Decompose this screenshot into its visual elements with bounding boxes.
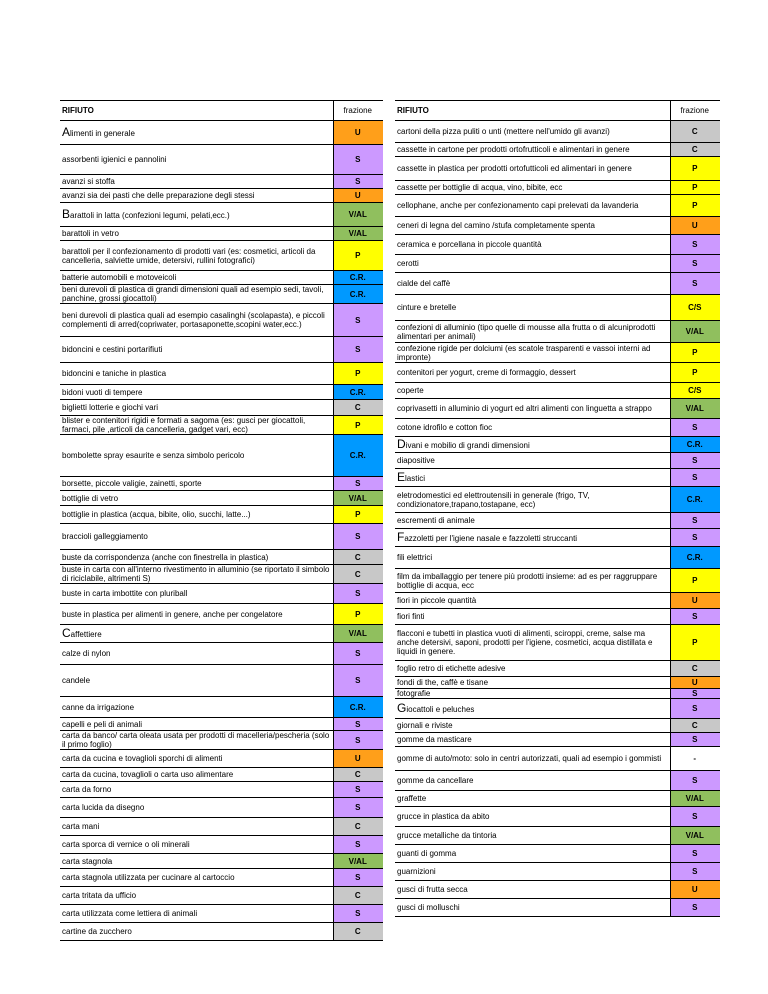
fraction-code: C: [670, 719, 720, 733]
waste-name: eletrodomestici ed elettroutensili in generale (frigo, TV, condizionatore,trapano,tostapane, ecc): [395, 487, 670, 513]
table-row: [395, 343, 720, 363]
fraction-code: U: [333, 121, 383, 145]
right-waste-table: [395, 100, 720, 917]
waste-name: bidoncini e cestini portarifiuti: [60, 337, 333, 363]
table-row: [395, 195, 720, 217]
fraction-code: S: [670, 733, 720, 747]
waste-name: bidoncini e taniche in plastica: [60, 363, 333, 385]
table-row: [395, 363, 720, 383]
table-row: [395, 807, 720, 827]
fraction-code: C.R.: [333, 697, 383, 718]
waste-name: [60, 625, 333, 643]
waste-name-rest: iocattoli e peluches: [406, 704, 475, 714]
fraction-code: S: [670, 419, 720, 437]
waste-name: giornali e riviste: [395, 719, 670, 733]
initial-letter: C: [62, 625, 71, 640]
waste-name: [395, 437, 670, 453]
table-row: [395, 487, 720, 513]
fraction-code: C/S: [670, 295, 720, 321]
table-row: [60, 905, 383, 923]
header-name: RIFIUTO: [60, 101, 333, 121]
table-row: [395, 529, 720, 547]
table-row: [395, 273, 720, 295]
table-row: [60, 731, 383, 750]
fraction-code: S: [333, 584, 383, 604]
waste-name: [60, 121, 333, 145]
fraction-code: C.R.: [670, 487, 720, 513]
table-row: [395, 217, 720, 235]
waste-name: bottiglie di vetro: [60, 491, 333, 506]
fraction-code: S: [670, 235, 720, 255]
waste-name: calze di nylon: [60, 643, 333, 665]
waste-name: braccioli galleggiamento: [60, 524, 333, 550]
table-row: [60, 887, 383, 905]
waste-name: gomme da cancellare: [395, 771, 670, 791]
table-row: [395, 625, 720, 661]
table-row: [395, 747, 720, 771]
initial-letter: B: [62, 206, 71, 221]
table-row: [60, 798, 383, 818]
fraction-code: S: [670, 529, 720, 547]
waste-name: candele: [60, 665, 333, 697]
waste-name: diapositive: [395, 453, 670, 469]
fraction-code: V/AL: [670, 791, 720, 807]
table-row: [395, 733, 720, 747]
waste-name: cotone idrofilo e cotton fioc: [395, 419, 670, 437]
table-row: [60, 189, 383, 203]
fraction-code: P: [333, 416, 383, 435]
fraction-code: S: [670, 807, 720, 827]
table-row: [60, 869, 383, 887]
fraction-code: S: [333, 869, 383, 887]
fraction-code: C.R.: [333, 435, 383, 477]
waste-name: guanti di gomma: [395, 845, 670, 863]
fraction-code: S: [670, 863, 720, 881]
fraction-code: V/AL: [333, 203, 383, 227]
fraction-code: C.R.: [670, 437, 720, 453]
table-row: [60, 643, 383, 665]
waste-name: cartoni della pizza puliti o unti (mettere nell'umido gli avanzi): [395, 121, 670, 143]
fraction-code: P: [670, 181, 720, 195]
fraction-code: U: [670, 677, 720, 689]
waste-name: ceneri di legna del camino /stufa completamente spenta: [395, 217, 670, 235]
table-row: [395, 157, 720, 181]
table-row: [60, 121, 383, 145]
table-row: [60, 718, 383, 731]
table-row: [395, 453, 720, 469]
fraction-code: S: [670, 609, 720, 625]
waste-name: fondi di the, caffè e tisane: [395, 677, 670, 689]
table-row: [395, 469, 720, 487]
table-row: [395, 689, 720, 699]
table-row: [60, 750, 383, 768]
waste-name: grucce in plastica da abito: [395, 807, 670, 827]
fraction-code: P: [670, 195, 720, 217]
waste-name: gomme da masticare: [395, 733, 670, 747]
fraction-code: P: [670, 625, 720, 661]
table-row: [60, 584, 383, 604]
table-row: [395, 791, 720, 807]
waste-name-rest: lastici: [405, 473, 426, 483]
waste-name: [395, 699, 670, 719]
waste-name: carta da banco/ carta oleata usata per prodotti di macelleria/pescheria (solo il primo foglio): [60, 731, 333, 750]
fraction-code: C.R.: [333, 271, 383, 285]
table-row: [60, 836, 383, 854]
table-row: [395, 593, 720, 609]
waste-name: cellophane, anche per confezionamento capi prelevati da lavanderia: [395, 195, 670, 217]
initial-letter: F: [397, 529, 405, 544]
fraction-code: S: [333, 643, 383, 665]
table-row: [60, 550, 383, 565]
table-row: [60, 175, 383, 189]
waste-name: cinture e bretelle: [395, 295, 670, 321]
waste-name: fili elettrici: [395, 547, 670, 569]
fraction-code: S: [333, 718, 383, 731]
fraction-code: C: [333, 565, 383, 584]
waste-name-rest: azzoletti per l'igiene nasale e fazzoletti struccanti: [404, 533, 578, 543]
waste-name: buste in carta imbottite con pluriball: [60, 584, 333, 604]
fraction-code: S: [333, 304, 383, 337]
fraction-code: -: [670, 747, 720, 771]
table-row: [395, 295, 720, 321]
left-waste-table: [60, 100, 383, 941]
waste-name: buste in plastica per alimenti in genere, anche per congelatore: [60, 604, 333, 625]
waste-name: fotografie: [395, 689, 670, 699]
fraction-code: C: [670, 143, 720, 157]
fraction-code: S: [333, 782, 383, 798]
waste-name: borsette, piccole valigie, zainetti, sporte: [60, 477, 333, 491]
waste-name: guarnizioni: [395, 863, 670, 881]
waste-name: carta stagnola utilizzata per cucinare al cartoccio: [60, 869, 333, 887]
waste-name: film da imballaggio per tenere più prodotti insieme: ad es per raggruppare bottiglie di acqua, ecc: [395, 569, 670, 593]
table-row: [60, 435, 383, 477]
waste-name: cartine da zucchero: [60, 923, 333, 941]
fraction-code: P: [333, 506, 383, 524]
fraction-code: S: [670, 771, 720, 791]
waste-name-rest: limenti in generale: [70, 128, 135, 138]
fraction-code: U: [333, 750, 383, 768]
table-row: [60, 271, 383, 285]
table-row: [395, 899, 720, 917]
fraction-code: P: [670, 569, 720, 593]
table-row: [60, 285, 383, 304]
initial-letter: D: [397, 436, 406, 451]
fraction-code: C.R.: [333, 385, 383, 400]
waste-name: foglio retro di etichette adesive: [395, 661, 670, 677]
fraction-code: C: [333, 923, 383, 941]
waste-name: [395, 469, 670, 487]
waste-name: bottiglie in plastica (acqua, bibite, olio, succhi, latte...): [60, 506, 333, 524]
table-row: [395, 181, 720, 195]
fraction-code: S: [333, 477, 383, 491]
fraction-code: S: [333, 905, 383, 923]
table-row: [60, 241, 383, 271]
fraction-code: C: [333, 768, 383, 782]
table-row: [60, 854, 383, 869]
table-row: [60, 416, 383, 435]
fraction-code: S: [670, 469, 720, 487]
fraction-code: U: [670, 593, 720, 609]
waste-name: beni durevoli di plastica di grandi dimensioni quali ad esempio sedi, tavoli, panchine, grossi giocattoli): [60, 285, 333, 304]
waste-name: buste in carta con all'interno rivestimento in alluminio (se riportato il simbolo di riciclabile, altrimenti S): [60, 565, 333, 584]
table-row: [60, 697, 383, 718]
table-row: [60, 768, 383, 782]
fraction-code: P: [333, 604, 383, 625]
table-row: [60, 818, 383, 836]
left-table-body: [60, 101, 383, 941]
table-row: [60, 506, 383, 524]
waste-name: cialde del caffè: [395, 273, 670, 295]
waste-name: carta utilizzata come lettiera di animali: [60, 905, 333, 923]
waste-name: carta mani: [60, 818, 333, 836]
table-row: [60, 665, 383, 697]
waste-name: confezioni di alluminio (tipo quelle di mousse alla frutta o di alcuniprodotti alimentari per animali): [395, 321, 670, 343]
fraction-code: S: [333, 798, 383, 818]
waste-name: buste da corrispondenza (anche con finestrella in plastica): [60, 550, 333, 565]
fraction-code: C: [333, 550, 383, 565]
table-row: [60, 491, 383, 506]
header-fraction: frazione: [670, 101, 720, 121]
right-table-body: [395, 101, 720, 917]
fraction-code: P: [333, 363, 383, 385]
table-row: [395, 771, 720, 791]
table-row: [60, 363, 383, 385]
fraction-code: S: [333, 836, 383, 854]
waste-name: fiori in piccole quantità: [395, 593, 670, 609]
fraction-code: P: [670, 157, 720, 181]
waste-name: assorbenti igienici e pannolini: [60, 145, 333, 175]
initial-letter: G: [397, 700, 407, 715]
waste-name-rest: arattoli in latta (confezioni legumi, pelati,ecc.): [70, 210, 230, 220]
table-row: [60, 304, 383, 337]
waste-name: carta stagnola: [60, 854, 333, 869]
table-row: [395, 845, 720, 863]
table-row: [60, 782, 383, 798]
table-row: [395, 827, 720, 845]
waste-name: barattoli per il confezionamento di prodotti vari (es: cosmetici, articoli da cancelleria, salviette umide, detersivi, rullini fotografici): [60, 241, 333, 271]
waste-name: cassette per bottiglie di acqua, vino, bibite, ecc: [395, 181, 670, 195]
waste-name: [395, 529, 670, 547]
fraction-code: V/AL: [333, 854, 383, 869]
waste-name: biglietti lotterie e giochi vari: [60, 400, 333, 416]
waste-name: cassette in plastica per prodotti ortofutticoli ed alimentari in genere: [395, 157, 670, 181]
fraction-code: V/AL: [333, 491, 383, 506]
table-header: [60, 101, 383, 121]
header-fraction: frazione: [333, 101, 383, 121]
table-row: [395, 863, 720, 881]
table-row: [395, 235, 720, 255]
fraction-code: S: [670, 689, 720, 699]
waste-name: ceramica e porcellana in piccole quantità: [395, 235, 670, 255]
fraction-code: S: [333, 731, 383, 750]
table-row: [395, 383, 720, 399]
waste-name: beni durevoli di plastica quali ad esempio casalinghi (scolapasta), e piccoli complementi di arred(copriwater, portasaponette,scopini water,ecc.): [60, 304, 333, 337]
waste-name: canne da irrigazione: [60, 697, 333, 718]
table-row: [395, 255, 720, 273]
table-row: [395, 699, 720, 719]
fraction-code: C: [670, 661, 720, 677]
table-row: [395, 419, 720, 437]
table-row: [60, 625, 383, 643]
fraction-code: V/AL: [333, 227, 383, 241]
waste-name: [60, 203, 333, 227]
fraction-code: U: [670, 217, 720, 235]
waste-name: gomme di auto/moto: solo in centri autorizzati, quali ad esempio i gommisti: [395, 747, 670, 771]
fraction-code: S: [333, 175, 383, 189]
fraction-code: U: [670, 881, 720, 899]
waste-name: coprivasetti in alluminio di yogurt ed altri alimenti con linguetta a strappo: [395, 399, 670, 419]
table-row: [60, 400, 383, 416]
table-row: [395, 143, 720, 157]
table-row: [60, 565, 383, 584]
waste-name: carta lucida da disegno: [60, 798, 333, 818]
fraction-code: S: [670, 453, 720, 469]
table-row: [395, 609, 720, 625]
table-row: [395, 661, 720, 677]
table-row: [395, 677, 720, 689]
waste-name: barattoli in vetro: [60, 227, 333, 241]
initial-letter: A: [62, 124, 71, 139]
waste-name: escrementi di animale: [395, 513, 670, 529]
waste-name: capelli e peli di animali: [60, 718, 333, 731]
fraction-code: V/AL: [333, 625, 383, 643]
table-row: [395, 569, 720, 593]
table-row: [395, 719, 720, 733]
fraction-code: C.R.: [333, 285, 383, 304]
waste-name: carta da forno: [60, 782, 333, 798]
waste-name: carta sporca di vernice o oli minerali: [60, 836, 333, 854]
fraction-code: S: [333, 145, 383, 175]
waste-name: confezione rigide per dolciumi (es scatole trasparenti e vassoi interni ad impronte): [395, 343, 670, 363]
waste-name: avanzi sia dei pasti che delle preparazione degli stessi: [60, 189, 333, 203]
fraction-code: C/S: [670, 383, 720, 399]
fraction-code: P: [670, 363, 720, 383]
table-row: [395, 547, 720, 569]
table-row: [60, 923, 383, 941]
fraction-code: C: [333, 887, 383, 905]
waste-name: bombolette spray esaurite e senza simbolo pericolo: [60, 435, 333, 477]
waste-name: carta tritata da ufficio: [60, 887, 333, 905]
waste-name: blister e contenitori rigidi e formati a sagoma (es: gusci per giocattoli, farmaci, pile ,articoli da cancelleria, gadget vari, ecc): [60, 416, 333, 435]
table-row: [60, 524, 383, 550]
fraction-code: S: [333, 665, 383, 697]
table-row: [60, 145, 383, 175]
fraction-code: P: [670, 343, 720, 363]
waste-name: cassette in cartone per prodotti ortofrutticoli e alimentari in genere: [395, 143, 670, 157]
table-row: [395, 437, 720, 453]
waste-name: fiori finti: [395, 609, 670, 625]
waste-name: bidoni vuoti di tempere: [60, 385, 333, 400]
waste-name: contenitori per yogurt, creme di formaggio, dessert: [395, 363, 670, 383]
table-header: [395, 101, 720, 121]
fraction-code: P: [333, 241, 383, 271]
waste-name: grucce metalliche da tintoria: [395, 827, 670, 845]
fraction-code: S: [670, 699, 720, 719]
fraction-code: S: [670, 513, 720, 529]
table-row: [60, 604, 383, 625]
table-row: [395, 881, 720, 899]
table-row: [60, 385, 383, 400]
fraction-code: C: [333, 818, 383, 836]
fraction-code: S: [670, 899, 720, 917]
fraction-code: S: [670, 255, 720, 273]
fraction-code: C.R.: [670, 547, 720, 569]
waste-name: gusci di frutta secca: [395, 881, 670, 899]
table-row: [60, 337, 383, 363]
waste-name: carta da cucina, tovaglioli o carta uso alimentare: [60, 768, 333, 782]
table-row: [60, 203, 383, 227]
fraction-code: V/AL: [670, 399, 720, 419]
fraction-code: C: [333, 400, 383, 416]
fraction-code: V/AL: [670, 321, 720, 343]
table-row: [395, 399, 720, 419]
waste-name: carta da cucina e tovaglioli sporchi di alimenti: [60, 750, 333, 768]
fraction-code: C: [670, 121, 720, 143]
waste-name: batterie automobili e motoveicoli: [60, 271, 333, 285]
fraction-code: S: [670, 845, 720, 863]
waste-name: graffette: [395, 791, 670, 807]
fraction-code: S: [333, 524, 383, 550]
waste-name: coperte: [395, 383, 670, 399]
waste-name-rest: ivani e mobilio di grandi dimensioni: [405, 440, 530, 450]
fraction-code: U: [333, 189, 383, 203]
waste-name: flacconi e tubetti in plastica vuoti di alimenti, sciroppi, creme, salse ma anche detersivi, saponi, prodotti per l'igiene, cosmetici, acqua distillata e liquidi in genere.: [395, 625, 670, 661]
table-row: [395, 321, 720, 343]
fraction-code: V/AL: [670, 827, 720, 845]
waste-name-rest: affettiere: [70, 629, 102, 639]
fraction-code: S: [333, 337, 383, 363]
fraction-code: S: [670, 273, 720, 295]
initial-letter: E: [397, 469, 406, 484]
table-row: [60, 477, 383, 491]
waste-name: cerotti: [395, 255, 670, 273]
header-name: RIFIUTO: [395, 101, 670, 121]
table-row: [60, 227, 383, 241]
table-row: [395, 121, 720, 143]
waste-name: gusci di molluschi: [395, 899, 670, 917]
table-row: [395, 513, 720, 529]
waste-name: avanzi si stoffa: [60, 175, 333, 189]
